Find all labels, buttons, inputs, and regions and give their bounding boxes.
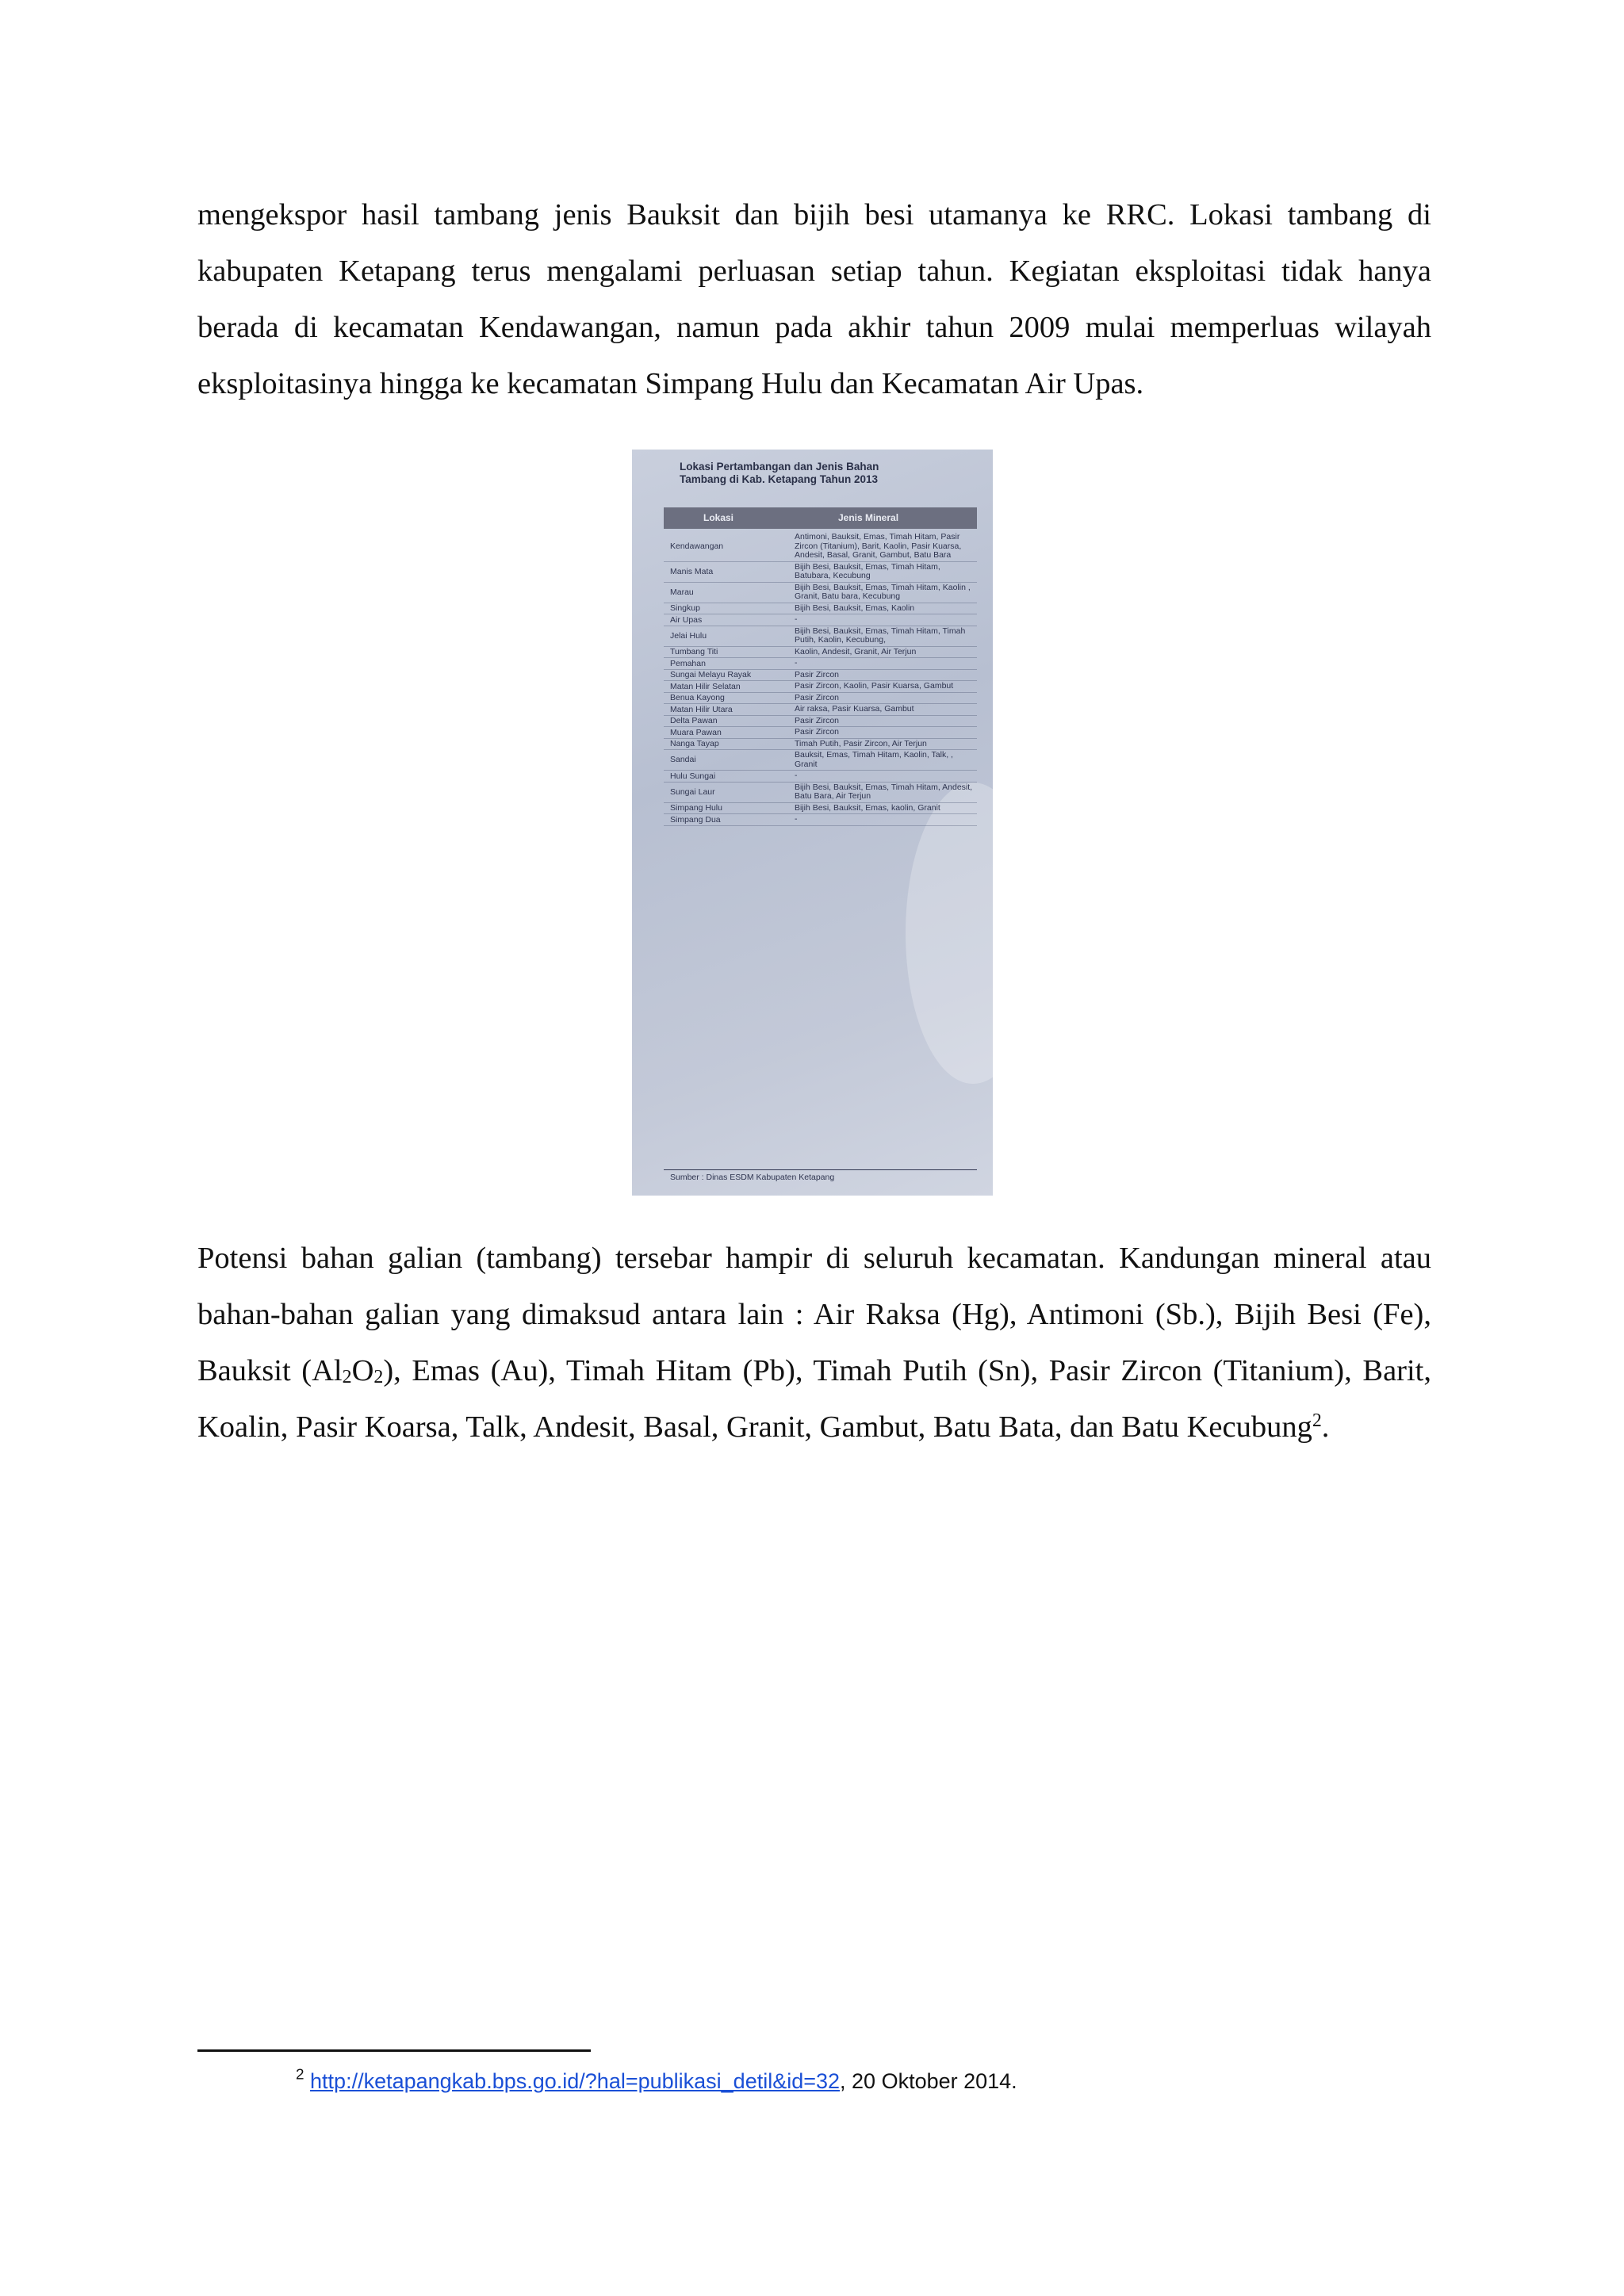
table-cell-mineral: Bijih Besi, Bauksit, Emas, Timah Hitam, Batubara, Kecubung xyxy=(795,561,940,580)
table-cell-lokasi: Jelai Hulu xyxy=(670,630,707,641)
subscript-2b: 2 xyxy=(373,1366,384,1387)
table-cell-mineral: Pasir Zircon, Kaolin, Pasir Kuarsa, Gambut xyxy=(795,681,954,691)
table-source-note: Sumber : Dinas ESDM Kabupaten Ketapang xyxy=(670,1173,835,1182)
table-header xyxy=(664,507,977,529)
table-cell-mineral: Bijih Besi, Bauksit, Emas, Timah Hitam, Andesit, Batu Bara, Air Terjun xyxy=(795,782,973,801)
table-row xyxy=(664,583,977,603)
table-row xyxy=(664,704,977,716)
table-row xyxy=(664,603,977,615)
mining-locations-table-image xyxy=(632,450,993,1196)
table-cell-lokasi: Sungai Laur xyxy=(670,786,715,797)
table-cell-lokasi: Nanga Tayap xyxy=(670,739,719,748)
table-cell-mineral: Air raksa, Pasir Kuarsa, Gambut xyxy=(795,704,914,714)
body-paragraph-1: mengekspor hasil tambang jenis Bauksit dan bijih besi utamanya ke RRC. Lokasi tambang di kabupaten Ketapang terus mengalami perluasan setiap tahun. Kegiatan eksploitasi tidak hanya berada di kecamatan Kendawangan, namun pada akhir tahun 2009 mulai memperluas wilayah eksploitasinya hingga ke kecamatan Simpang Hulu dan Kecamatan Air Upas. xyxy=(197,198,1431,400)
table-cell-lokasi: Hulu Sungai xyxy=(670,771,716,781)
footnote-separator xyxy=(197,2049,591,2052)
table-source-divider xyxy=(664,1169,977,1170)
table-row xyxy=(664,803,977,815)
table-row xyxy=(664,670,977,682)
footnote xyxy=(296,2066,1017,2094)
table-cell-mineral: Kaolin, Andesit, Granit, Air Terjun xyxy=(795,646,917,656)
table-cell-lokasi: Benua Kayong xyxy=(670,693,725,702)
paragraph-2-end: . xyxy=(1321,1410,1330,1444)
table-cell-mineral: Bijih Besi, Bauksit, Emas, Timah Hitam, Timah Putih, Kaolin, Kecubung, xyxy=(795,626,966,645)
table-cell-mineral: - xyxy=(795,771,798,780)
table-row xyxy=(664,647,977,659)
table-cell-mineral: Pasir Zircon xyxy=(795,669,840,679)
table-cell-mineral: - xyxy=(795,614,798,624)
table-row xyxy=(664,783,977,803)
table-cell-lokasi: Pemahan xyxy=(670,658,706,668)
footnote-number: 2 xyxy=(296,2066,304,2084)
paragraph-2-text: Potensi bahan galian (tambang) tersebar hampir di seluruh kecamatan. Kandungan mineral atau bahan-bahan galian yang dimaksud antara lain : Air Raksa (Hg), Antimoni (Sb.), Bijih Besi (Fe), Bauksit (Al xyxy=(197,1242,1431,1387)
table-cell-mineral: Pasir Zircon xyxy=(795,692,840,702)
table-cell-lokasi: Tumbang Titi xyxy=(670,647,718,656)
table-row xyxy=(664,626,977,647)
table-cell-mineral: Pasir Zircon xyxy=(795,727,840,737)
table-row xyxy=(664,681,977,693)
table-cell-lokasi: Air Upas xyxy=(670,614,703,625)
table-row xyxy=(664,739,977,751)
table-body xyxy=(664,532,977,826)
oxygen-symbol: O xyxy=(351,1354,374,1387)
body-paragraph-2 xyxy=(197,1230,1431,1456)
table-title-line-1: Lokasi Pertambangan dan Jenis Bahan xyxy=(680,461,879,473)
table-row xyxy=(664,771,977,783)
table-cell-lokasi: Marau xyxy=(670,587,694,597)
table-row xyxy=(664,532,977,562)
table-cell-mineral: Bijih Besi, Bauksit, Emas, Timah Hitam, Kaolin , Granit, Batu bara, Kecubung xyxy=(795,582,971,601)
table-row xyxy=(664,750,977,771)
table-cell-lokasi: Singkup xyxy=(670,603,700,613)
footnote-suffix: , 20 Oktober 2014. xyxy=(840,2069,1017,2093)
table-cell-mineral: Bauksit, Emas, Timah Hitam, Kaolin, Talk, , Granit xyxy=(795,750,953,769)
table-cell-mineral: - xyxy=(795,814,798,824)
table-cell-lokasi: Sandai xyxy=(670,755,696,764)
footnote-reference[interactable]: 2 xyxy=(1312,1410,1322,1431)
table-row xyxy=(664,658,977,670)
table-row xyxy=(664,716,977,728)
table-cell-lokasi: Delta Pawan xyxy=(670,716,718,725)
table-cell-lokasi: Matan Hilir Utara xyxy=(670,704,733,714)
table-title-line-2: Tambang di Kab. Ketapang Tahun 2013 xyxy=(680,473,879,485)
table-cell-lokasi: Simpang Dua xyxy=(670,814,721,825)
paragraph-2-continuation: ), Emas (Au), Timah Hitam (Pb), Timah Putih (Sn), Pasir Zircon (Titanium), Barit, Koalin, Pasir Koarsa, Talk, Andesit, Basal, Granit, Gambut, Batu Bata, dan Batu Kecubung xyxy=(197,1354,1431,1444)
table-cell-mineral: Antimoni, Bauksit, Emas, Timah Hitam, Pasir Zircon (Titanium), Barit, Kaolin, Pasir Kuarsa, Andesit, Basal, Granit, Gambut, Batu Bara xyxy=(795,532,962,560)
table-title xyxy=(680,461,981,486)
table-cell-mineral: Pasir Zircon xyxy=(795,715,840,725)
table-row xyxy=(664,727,977,739)
table-cell-mineral: Timah Putih, Pasir Zircon, Air Terjun xyxy=(795,738,927,748)
table-cell-mineral: - xyxy=(795,658,798,668)
table-cell-mineral: Bijih Besi, Bauksit, Emas, Kaolin xyxy=(795,603,915,613)
table-row xyxy=(664,562,977,583)
table-cell-lokasi: Simpang Hulu xyxy=(670,803,722,813)
footnote-link[interactable]: http://ketapangkab.bps.go.id/?hal=publikasi_detil&id=32 xyxy=(310,2069,841,2093)
table-row xyxy=(664,814,977,826)
header-lokasi: Lokasi xyxy=(703,512,734,523)
table-cell-lokasi: Sungai Melayu Rayak xyxy=(670,670,752,679)
table-cell-lokasi: Matan Hilir Selatan xyxy=(670,681,741,691)
header-jenis-mineral: Jenis Mineral xyxy=(838,512,899,523)
table-cell-mineral: Bijih Besi, Bauksit, Emas, kaolin, Granit xyxy=(795,802,940,813)
table-row xyxy=(664,614,977,626)
subscript-2: 2 xyxy=(342,1366,352,1387)
table-cell-lokasi: Manis Mata xyxy=(670,566,714,576)
table-cell-lokasi: Kendawangan xyxy=(670,541,724,551)
table-row xyxy=(664,693,977,705)
table-cell-lokasi: Muara Pawan xyxy=(670,727,722,737)
